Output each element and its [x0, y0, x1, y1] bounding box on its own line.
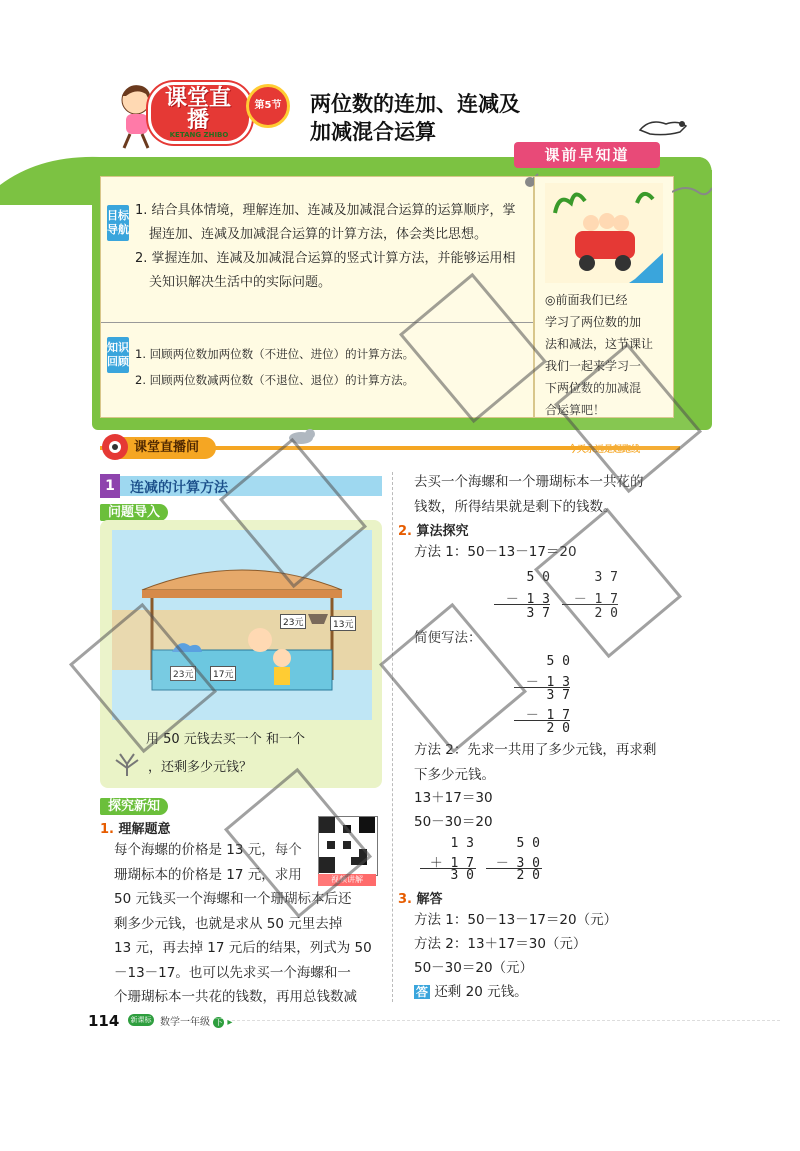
step3-number: 3.: [398, 892, 412, 907]
section-badge: 第5节: [246, 84, 290, 128]
price-tag: 13元: [330, 616, 356, 631]
volume-icon: 下: [214, 1018, 223, 1027]
step2-heading: [398, 520, 469, 539]
arrow-icon: ▸: [227, 1017, 233, 1028]
vcalc3-mid: 3 7: [546, 688, 570, 703]
vcalc1-sub: － 1 3: [505, 592, 550, 607]
vcalc3-sub1: － 1 3: [525, 675, 570, 690]
price-tag: 23元: [280, 614, 306, 629]
answer-text: 还剩 20 元钱。: [434, 984, 528, 1000]
para-line: 方法 2：先求一共用了多少元钱，再求剩: [414, 742, 657, 758]
vcalc5-top: 5 0: [516, 836, 540, 851]
intro-line: 合运算吧！: [545, 403, 606, 417]
answer-line-1: 方法 1：50－13－17＝20（元）: [414, 912, 618, 928]
problem-intro-label: 问题导入: [100, 504, 168, 521]
book-title: [160, 1013, 232, 1028]
vcalc1-rule: [494, 604, 550, 605]
logo-text: 课堂直播: [164, 86, 231, 133]
topic-title: 连减的计算方法: [130, 480, 228, 496]
goal-line: 2. 掌握连加、连减及加减混合运算的竖式计算方法，并能够运用相: [135, 251, 516, 266]
simple-label: 简便写法：: [414, 630, 482, 646]
page-number: 114: [88, 1012, 120, 1030]
para-line: 13 元，再去掉 17 元后的结果，列式为 50: [114, 940, 372, 956]
method2-eq1: 13＋17＝30: [414, 790, 493, 806]
qr-caption: 视频讲解: [318, 874, 376, 886]
vcalc1-result: 3 7: [526, 606, 550, 621]
answer-line-2: 方法 2：13＋17＝30（元）: [414, 936, 587, 952]
goal-line: 握连加、连减及加减混合运算的计算方法，体会类比思想。: [149, 227, 488, 242]
intro-line: 下两位数的加减混: [545, 381, 642, 395]
book-name: 数学一年级: [160, 1017, 210, 1028]
goal-tag: 目标导航: [107, 205, 129, 241]
intro-line: 我们一起来学习一: [545, 359, 642, 373]
answer-tag: 答: [416, 985, 429, 999]
footer-badge: 新课标: [128, 1014, 154, 1026]
review-line: 1. 回顾两位数加两位数（不进位、进位）的计算方法。: [135, 347, 415, 361]
vcalc2-sub: － 1 7: [573, 592, 618, 607]
live-room-label: 课堂直播间: [106, 437, 216, 459]
vcalc4-top: 1 3: [450, 836, 474, 851]
step1-number: 1.: [100, 822, 114, 837]
para-line: 钱数，所得结果就是剩下的钱数。: [414, 498, 617, 515]
step1-heading: [100, 818, 171, 837]
para-line: 去买一个海螺和一个珊瑚标本一共花的: [414, 474, 644, 490]
price-tag: 17元: [210, 666, 236, 681]
continued-text: [414, 470, 694, 519]
intro-line: ◎前面我们已经: [545, 293, 628, 307]
problem-text: [146, 726, 376, 782]
topic-number: 1: [100, 474, 120, 498]
coral-icon: [112, 750, 142, 776]
vcalc5-result: 2 0: [516, 868, 540, 883]
watermark-box: [534, 508, 682, 659]
live-slogan: 今天永远是起跑线: [568, 445, 641, 455]
dog-icon: [636, 112, 692, 140]
page-title: [310, 90, 520, 146]
goal-line: 1. 结合具体情境，理解连加、连减及加减混合运算的运算顺序，掌: [135, 203, 516, 218]
step3-title: 解答: [416, 892, 443, 907]
para-line: 剩多少元钱，也就是求从 50 元里去掉: [114, 915, 343, 932]
step2-number: 2.: [398, 524, 412, 539]
title-line-2: 加减混合运算: [310, 120, 436, 144]
method1-equation: 方法 1：50－13－17＝20: [414, 544, 577, 560]
intro-label-wrap: [100, 501, 168, 520]
camera-icon: [100, 432, 130, 462]
step2-title: 算法探究: [416, 524, 469, 539]
method2-eq2: 50－30＝20: [414, 814, 493, 830]
title-line-1: 两位数的连加、连减及: [310, 92, 520, 116]
final-answer: [414, 980, 528, 1005]
problem-line: 用 50 元钱去买一个 和一个: [146, 732, 305, 747]
problem-line: ，还剩多少元钱？: [148, 760, 253, 775]
vcalc3-result: 2 0: [546, 721, 570, 736]
logo-subtitle: KETANG ZHIBO: [169, 131, 229, 139]
step1-title: 理解题意: [118, 822, 171, 837]
pre-class-tab: 课前早知道: [514, 142, 660, 168]
vcalc3-top: 5 0: [546, 654, 570, 669]
vcalc5-sub: － 3 0: [495, 856, 540, 871]
para-line: 每个海螺的价格是 13 元，每个: [114, 842, 302, 858]
vcalc3-sub2: － 1 7: [525, 708, 570, 723]
footer-rule: [232, 1020, 780, 1021]
review-line: 2. 回顾两位数减两位数（不退位、退位）的计算方法。: [135, 373, 415, 387]
vcalc1-top: 5 0: [526, 570, 550, 585]
explore-label: 探究新知: [100, 798, 168, 815]
price-tag: 23元: [170, 666, 196, 681]
para-line: 50 元钱买一个海螺和一个珊瑚标本后还: [114, 891, 352, 907]
vcalc4-result: 3 0: [450, 868, 474, 883]
para-line: －13－17。也可以先求买一个海螺和一: [114, 964, 351, 981]
watermark-box: [379, 603, 527, 754]
vcalc2-result: 2 0: [594, 606, 618, 621]
goal-line: 关知识解决生活中的实际问题。: [149, 275, 332, 290]
explore-label-wrap: [100, 795, 168, 814]
vcalc2-top: 3 7: [594, 570, 618, 585]
car-kids-illustration: [545, 183, 663, 283]
para-line: 珊瑚标本的价格是 17 元，求用: [114, 866, 302, 883]
column-divider: [392, 472, 393, 1002]
answer-line-3: 50－30＝20（元）: [414, 960, 534, 976]
review-tag: 知识回顾: [107, 337, 129, 373]
intro-line: 学习了两位数的加: [545, 315, 642, 329]
para-line: 个珊瑚标本一共花的钱数，再用总钱数减: [114, 989, 357, 1005]
vcalc4-add: ＋ 1 7: [429, 856, 474, 871]
para-line: 下多少元钱。: [414, 766, 495, 783]
string-icon: [672, 180, 712, 210]
intro-line: 法和减法，这节课让: [545, 337, 654, 351]
step3-heading: [398, 888, 443, 907]
